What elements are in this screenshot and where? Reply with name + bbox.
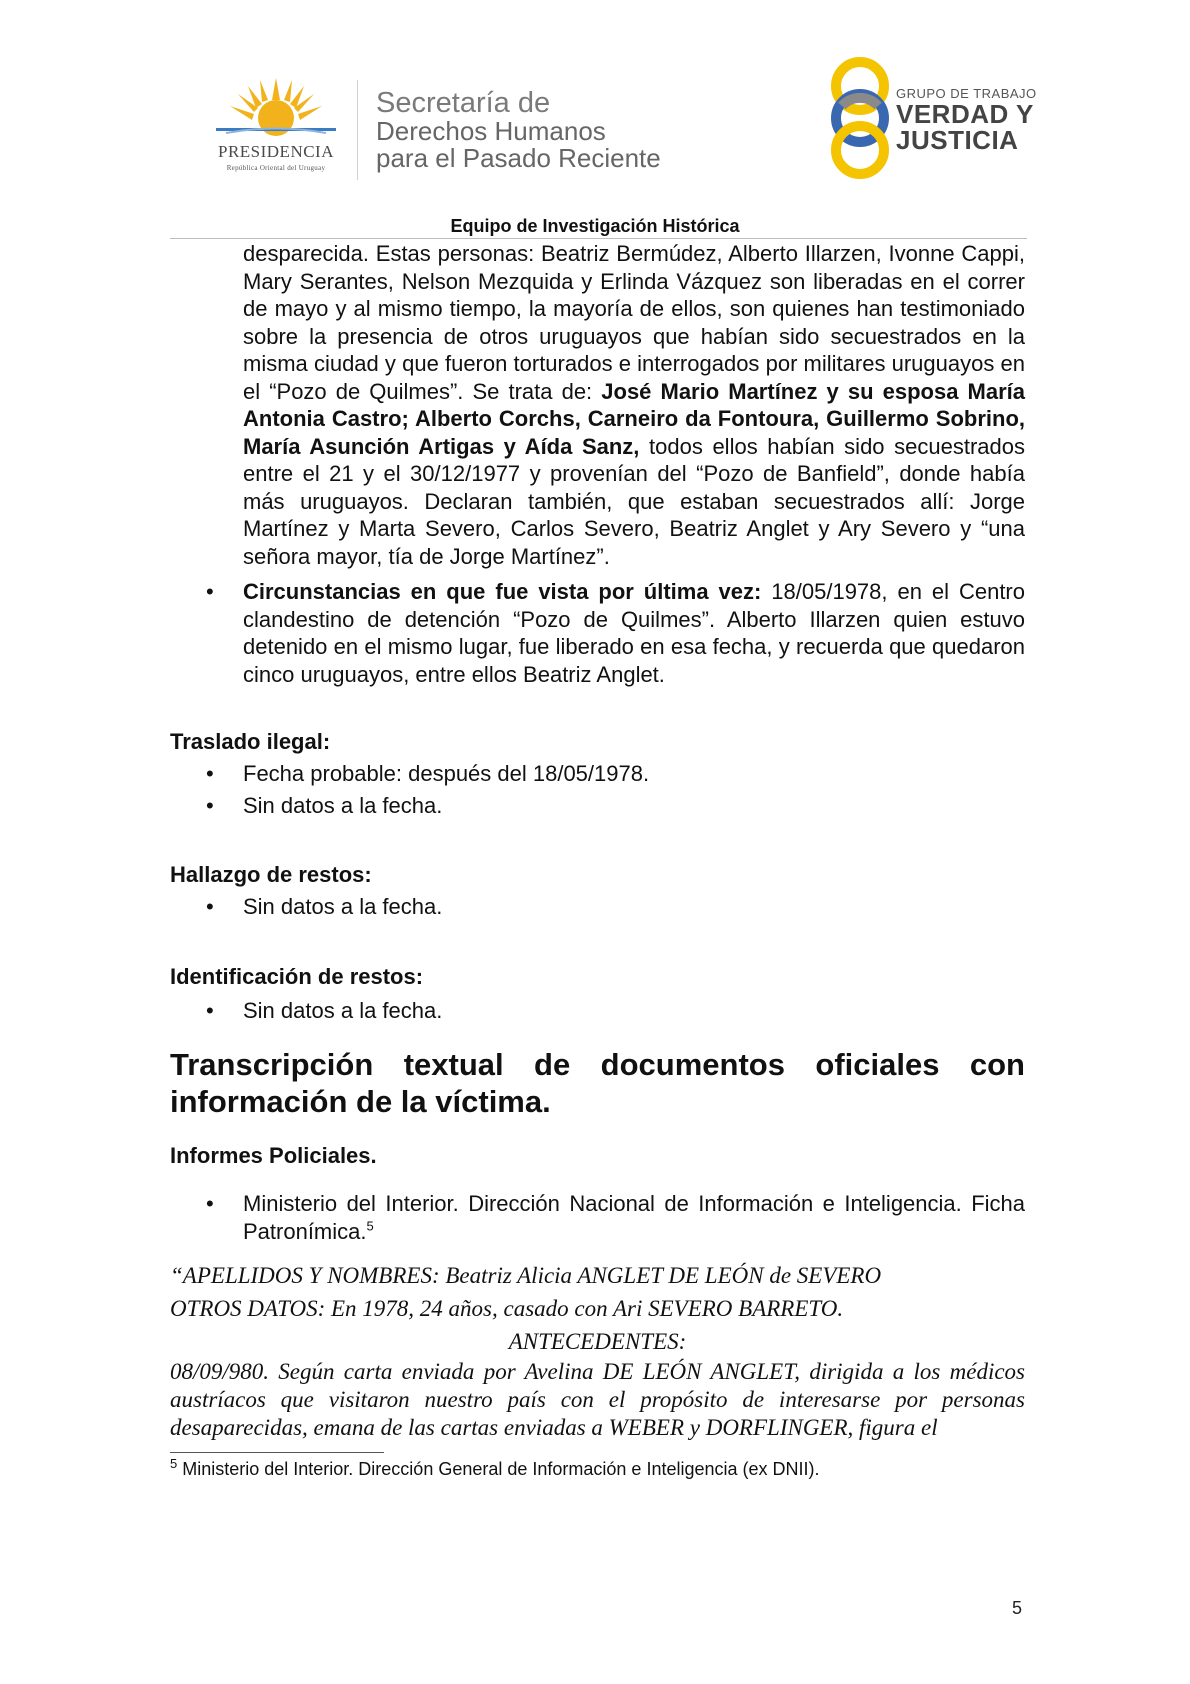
quote-paragraph: 08/09/980. Según carta enviada por Avelina DE LEÓN ANGLET, dirigida a los médicos austríacos que visitaron nuestro país con el propósito de interesarse por personas desaparecidas, emana de las cartas enviadas a WEBER y DORFLINGER, figura el (170, 1359, 1025, 1440)
vyj-line-2: VERDAD Y (896, 99, 1034, 129)
footnote-number: 5 (170, 1456, 178, 1471)
para-text-b: todos ellos habían sido secuestrados entre el 21 y el 30/12/1977 y provenían del “Pozo de Banfield”, donde había más uruguayos. Declaran también, que estaban secuestrados allí: Jorge Martínez y Marta Severo, Carlos Severo, Beatriz Anglet y Ary Severo y “una señora mayor, tía de Jorge Martínez”. (243, 433, 1025, 569)
bullet-dot: • (206, 579, 214, 604)
secretaria-line-3: para el Pasado Reciente (376, 143, 661, 173)
list-item-circunstancias (170, 578, 1025, 688)
bullet-dot: • (206, 792, 214, 818)
traslado-heading: Traslado ilegal: (170, 729, 331, 754)
list-item (170, 760, 1025, 788)
ministerio-text: Ministerio del Interior. Dirección Nacional de Información e Inteligencia. Ficha Patronímica. (243, 1191, 1025, 1244)
bullet-dot: • (206, 997, 214, 1023)
list-item (170, 997, 1025, 1025)
vyj-line-1: GRUPO DE TRABAJO (896, 86, 1037, 101)
identificacion-item-1: Sin datos a la fecha. (243, 997, 443, 1023)
informes-heading: Informes Policiales. (170, 1143, 377, 1168)
verdad-justicia-rings-icon (820, 56, 900, 180)
footnote-ref: 5 (366, 1218, 374, 1234)
presidencia-logo (196, 78, 356, 178)
hallazgo-heading: Hallazgo de restos: (170, 862, 372, 887)
sun-icon (196, 78, 356, 142)
transcription-quote (170, 1259, 1025, 1442)
circunstancias-text: 18/05/1978, en el Centro clandestino de detención “Pozo de Quilmes”. Alberto Illarzen quien estuvo detenido en el mismo lugar, fue liberado en esa fecha, y recuerda que quedaron cinco uruguayos, entre ellos Beatriz Anglet. (243, 579, 1025, 687)
footnote-rule (170, 1452, 384, 1453)
secretaria-logo-text (376, 88, 661, 172)
quote-line-2: OTROS DATOS: En 1978, 24 años, casado con Ari SEVERO BARRETO. (170, 1296, 844, 1321)
traslado-item-1: Fecha probable: después del 18/05/1978. (243, 761, 650, 786)
secretaria-line-1: Secretaría de (376, 87, 551, 119)
secretaria-line-2: Derechos Humanos (376, 116, 606, 146)
bullet-dot: • (206, 1191, 214, 1216)
vyj-line-3: JUSTICIA (896, 125, 1019, 155)
header-divider (357, 80, 358, 180)
list-item-ministerio (170, 1190, 1025, 1245)
header-rule (170, 238, 1027, 239)
hallazgo-item-1: Sin datos a la fecha. (243, 894, 443, 919)
bullet-dot: • (206, 894, 214, 919)
list-item (170, 792, 1025, 820)
bullet-dot: • (206, 761, 214, 786)
continuation-paragraph (243, 240, 1025, 570)
para-bold-names: José Mario Martínez y su esposa María Antonia Castro; Alberto Corchs, Carneiro da Fontoura, Guillermo Sobrino, María Asunción Artigas y Aída Sanz, (243, 378, 1025, 459)
page-number: 5 (1012, 1598, 1023, 1618)
footnote-text: Ministerio del Interior. Dirección General de Información e Inteligencia (ex DNII). (177, 1459, 820, 1479)
document-body (170, 240, 1025, 1481)
page-header (0, 0, 1190, 240)
traslado-item-2: Sin datos a la fecha. (243, 792, 443, 818)
verdad-justicia-text (896, 86, 1037, 153)
circunstancias-label: Circunstancias en que fue vista por última vez: (243, 579, 762, 604)
equipo-title: Equipo de Investigación Histórica (450, 216, 740, 236)
identificacion-heading: Identificación de restos: (170, 963, 424, 989)
quote-antecedentes: ANTECEDENTES: (508, 1329, 687, 1354)
presidencia-label: PRESIDENCIA (217, 142, 334, 161)
quote-line-1: “APELLIDOS Y NOMBRES: Beatriz Alicia ANGLET DE LEÓN de SEVERO (170, 1263, 882, 1288)
presidencia-subtitle: República Oriental del Uruguay (226, 164, 326, 172)
footnote (170, 1457, 1025, 1481)
para-text-a: desparecida. Estas personas: Beatriz Bermúdez, Alberto Illarzen, Ivonne Cappi, Mary Serantes, Nelson Mezquida y Erlinda Vázquez son liberadas en el correr de mayo y al mismo tiempo, la mayoría de ellos, son quienes han testimoniado sobre la presencia de otros uruguayos que habían sido secuestrados en la misma ciudad y que fueron torturados e interrogados por militares uruguayos en el “Pozo de Quilmes”. Se trata de: (243, 241, 1025, 404)
section-title: Transcripción textual de documentos oficiales con información de la víctima. (170, 1047, 1025, 1119)
list-item (170, 893, 1025, 921)
